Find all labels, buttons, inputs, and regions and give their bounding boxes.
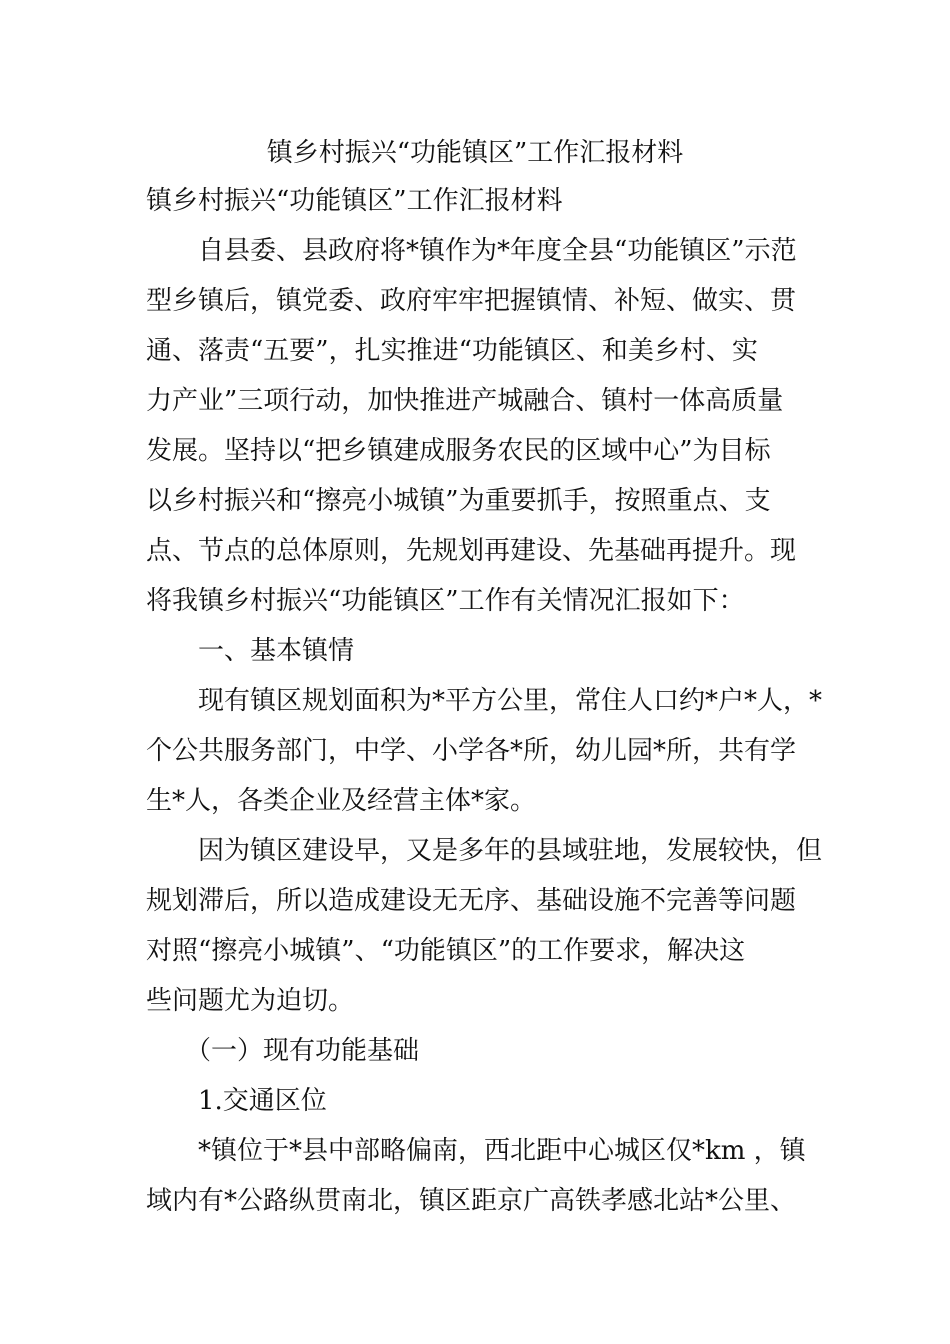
- centered-title: 镇乡村振兴“功能镇区”工作汇报材料: [266, 138, 684, 168]
- subsection-heading: （一）现有功能基础: [146, 1036, 420, 1066]
- text-line: 将我镇乡村振兴“功能镇区”工作有关情况汇报如下：: [146, 586, 745, 616]
- text-line: 点、节点的总体原则，先规划再建设、先基础再提升。现: [146, 536, 797, 566]
- text-line: *镇位于*县中部略偏南，西北距中心城区仅*km ，镇: [146, 1136, 806, 1166]
- text-line: 力产业”三项行动，加快推进产城融合、镇村一体高质量: [146, 386, 784, 416]
- text-line: 对照“擦亮小城镇”、“功能镇区”的工作要求，解决这: [146, 936, 746, 966]
- text-line: 域内有*公路纵贯南北，镇区距京广高铁孝感北站*公里、: [146, 1186, 797, 1216]
- text-line: 通、落责“五要”，扎实推进“功能镇区、和美乡村、实: [146, 336, 758, 366]
- text-line: 现有镇区规划面积为*平方公里，常住人口约*户*人，*: [146, 686, 823, 716]
- text-line: 规划滞后，所以造成建设无无序、基础设施不完善等问题: [146, 886, 797, 916]
- text-line: 自县委、县政府将*镇作为*年度全县“功能镇区”示范: [146, 236, 797, 266]
- text-line: 镇乡村振兴“功能镇区”工作汇报材料: [146, 186, 563, 216]
- text-line: 型乡镇后，镇党委、政府牢牢把握镇情、补短、做实、贯: [146, 286, 797, 316]
- text-line: 发展。坚持以“把乡镇建成服务农民的区域中心”为目标: [146, 436, 771, 466]
- text-line: 个公共服务部门，中学、小学各*所，幼儿园*所，共有学: [146, 736, 797, 766]
- item-heading: 1.交通区位: [146, 1086, 327, 1116]
- text-line: 以乡村振兴和“擦亮小城镇”为重要抓手，按照重点、支: [146, 486, 771, 516]
- text-line: 些问题尤为迫切。: [146, 986, 355, 1016]
- section-heading: 一、基本镇情: [146, 636, 355, 666]
- text-line: 因为镇区建设早，又是多年的县域驻地，发展较快，但: [146, 836, 823, 866]
- text-line: 生*人，各类企业及经营主体*家。: [146, 786, 537, 816]
